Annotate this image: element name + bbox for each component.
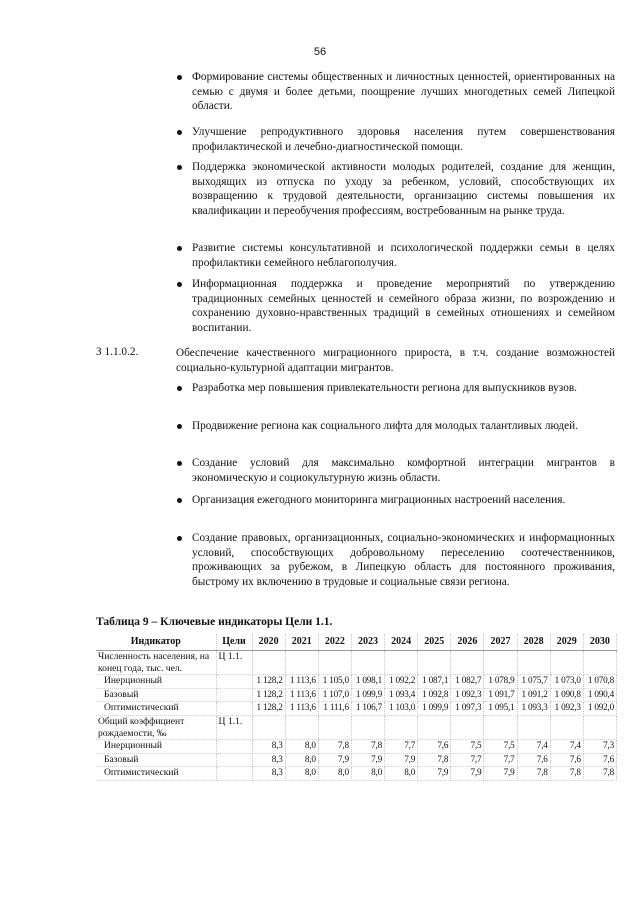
- bullet-item: [192, 277, 615, 335]
- value-cell: 7,6: [583, 753, 616, 767]
- empty-cell: [451, 715, 484, 739]
- value-cell: 7,5: [484, 740, 517, 754]
- empty-cell: [583, 715, 616, 739]
- bullet-item: [192, 493, 615, 508]
- value-cell: 7,9: [351, 753, 384, 767]
- scenario-label: Инерционный: [96, 675, 216, 689]
- value-cell: 1 087,1: [418, 675, 451, 689]
- table-row: [96, 702, 617, 716]
- bullet-item: [192, 419, 615, 434]
- bullet-icon: [177, 165, 182, 170]
- header-year: 2027: [484, 634, 517, 651]
- value-cell: 8,0: [318, 767, 351, 781]
- section-code: З 1.1.0.2.: [96, 346, 139, 358]
- empty-cell: [385, 715, 418, 739]
- empty-cell: [351, 651, 384, 675]
- bullet-text: Улучшение репродуктивного здоровья населения путем совершенствования профилактической и лечебно-диагностической помощи.: [192, 126, 615, 153]
- value-cell: 1 105,0: [318, 675, 351, 689]
- bullet-icon: [177, 424, 182, 429]
- empty-cell: [216, 675, 252, 689]
- empty-cell: [484, 651, 517, 675]
- value-cell: 1 095,1: [484, 702, 517, 716]
- value-cell: 1 092,0: [583, 702, 616, 716]
- value-cell: 1 128,2: [252, 688, 285, 702]
- table-header-row: [96, 634, 617, 651]
- bullet-text: Формирование системы общественных и личностных ценностей, ориентированных на семью с двумя и более детьми, поощрение лучших многодетных семей Липецкой области.: [192, 71, 615, 113]
- header-year: 2030: [583, 634, 616, 651]
- value-cell: 1 075,7: [517, 675, 550, 689]
- value-cell: 1 106,7: [351, 702, 384, 716]
- bullet-icon: [177, 461, 182, 466]
- bullet-text: Продвижение региона как социального лифта для молодых талантливых людей.: [192, 420, 579, 432]
- empty-cell: [216, 688, 252, 702]
- empty-cell: [252, 715, 285, 739]
- table-row: [96, 767, 617, 781]
- value-cell: 1 090,4: [583, 688, 616, 702]
- value-cell: 7,9: [318, 753, 351, 767]
- empty-cell: [451, 651, 484, 675]
- empty-cell: [517, 715, 550, 739]
- value-cell: 8,3: [252, 740, 285, 754]
- value-cell: 8,0: [285, 740, 318, 754]
- bullet-icon: [177, 386, 182, 391]
- value-cell: 7,5: [451, 740, 484, 754]
- empty-cell: [550, 715, 583, 739]
- empty-cell: [216, 702, 252, 716]
- value-cell: 1 128,2: [252, 702, 285, 716]
- value-cell: 7,7: [385, 740, 418, 754]
- header-year: 2028: [517, 634, 550, 651]
- value-cell: 7,4: [517, 740, 550, 754]
- header-year: 2023: [351, 634, 384, 651]
- header-year: 2022: [318, 634, 351, 651]
- value-cell: 7,9: [484, 767, 517, 781]
- bullet-item: [192, 160, 615, 218]
- value-cell: 8,3: [252, 753, 285, 767]
- value-cell: 1 093,4: [385, 688, 418, 702]
- value-cell: 8,0: [351, 767, 384, 781]
- value-cell: 1 097,3: [451, 702, 484, 716]
- value-cell: 7,8: [318, 740, 351, 754]
- scenario-label: Оптимистический: [96, 702, 216, 716]
- value-cell: 1 111,6: [318, 702, 351, 716]
- indicator-name: Общий коэффициент рождаемости, ‰: [96, 715, 216, 739]
- value-cell: 1 091,2: [517, 688, 550, 702]
- value-cell: 8,0: [285, 767, 318, 781]
- table-row: [96, 675, 617, 689]
- empty-cell: [550, 651, 583, 675]
- empty-cell: [583, 651, 616, 675]
- bullet-item: [192, 381, 615, 396]
- value-cell: 7,8: [583, 767, 616, 781]
- bullet-text: Создание условий для максимально комфортной интеграции мигрантов в экономическую и социокультурную жизнь области.: [192, 457, 615, 484]
- bullet-text: Развитие системы консультативной и психологической поддержки семьи в целях профилактики семейного неблагополучия.: [192, 242, 615, 269]
- header-year: 2026: [451, 634, 484, 651]
- table-title: Таблица 9 – Ключевые индикаторы Цели 1.1.: [96, 616, 333, 628]
- value-cell: 7,9: [418, 767, 451, 781]
- value-cell: 8,0: [385, 767, 418, 781]
- value-cell: 1 113,6: [285, 688, 318, 702]
- bullet-text: Поддержка экономической активности молодых родителей, создание для женщин, выходящих из отпуска по уходу за ребенком, условий, способствующих их возвращению к трудовой деятельности, организацию системы повышения их квалификации и переобучения профессиям, востребованным на рынке труда.: [192, 161, 615, 217]
- value-cell: 1 128,2: [252, 675, 285, 689]
- value-cell: 7,3: [583, 740, 616, 754]
- header-indicator: Индикатор: [96, 634, 216, 651]
- header-year: 2024: [385, 634, 418, 651]
- value-cell: 1 090,8: [550, 688, 583, 702]
- value-cell: 7,8: [418, 753, 451, 767]
- header-year: 2029: [550, 634, 583, 651]
- empty-cell: [216, 740, 252, 754]
- indicator-goal: Ц 1.1.: [216, 651, 252, 675]
- value-cell: 1 099,9: [418, 702, 451, 716]
- indicator-group-row: [96, 715, 617, 739]
- empty-cell: [285, 715, 318, 739]
- section-text: Обеспечение качественного миграционного прироста, в т.ч. создание возможностей социально-культурной адаптации мигрантов.: [176, 347, 615, 374]
- bullet-item: [192, 241, 615, 270]
- value-cell: 7,7: [451, 753, 484, 767]
- indicator-group-row: [96, 651, 617, 675]
- scenario-label: Базовый: [96, 753, 216, 767]
- bullet-icon: [177, 282, 182, 287]
- bullet-text: Создание правовых, организационных, социально-экономических и информационных условий, способствующих добровольному переселению соотечественников, проживающих за рубежом, в Липецкую область для постоянного проживания, быстрому их включению в трудовые и социальные связи региона.: [192, 532, 615, 588]
- empty-cell: [318, 715, 351, 739]
- value-cell: 1 113,6: [285, 675, 318, 689]
- bullet-item: [192, 531, 615, 589]
- value-cell: 1 091,7: [484, 688, 517, 702]
- value-cell: 1 092,2: [385, 675, 418, 689]
- bullet-item: [192, 70, 615, 114]
- value-cell: 1 107,0: [318, 688, 351, 702]
- scenario-label: Инерционный: [96, 740, 216, 754]
- value-cell: 1 073,0: [550, 675, 583, 689]
- value-cell: 1 092,8: [418, 688, 451, 702]
- bullet-text: Организация ежегодного мониторинга миграционных настроений населения.: [192, 494, 566, 506]
- empty-cell: [484, 715, 517, 739]
- bullet-icon: [177, 536, 182, 541]
- value-cell: 1 093,3: [517, 702, 550, 716]
- value-cell: 7,6: [517, 753, 550, 767]
- table-row: [96, 753, 617, 767]
- value-cell: 8,0: [285, 753, 318, 767]
- value-cell: 7,6: [418, 740, 451, 754]
- value-cell: 7,8: [550, 767, 583, 781]
- value-cell: 1 082,7: [451, 675, 484, 689]
- table-row: [96, 688, 617, 702]
- bullet-icon: [177, 498, 182, 503]
- scenario-label: Базовый: [96, 688, 216, 702]
- bullet-icon: [177, 75, 182, 80]
- scenario-label: Оптимистический: [96, 767, 216, 781]
- value-cell: 1 092,3: [550, 702, 583, 716]
- indicator-goal: Ц 1.1.: [216, 715, 252, 739]
- value-cell: 7,8: [351, 740, 384, 754]
- value-cell: 7,4: [550, 740, 583, 754]
- value-cell: 7,9: [451, 767, 484, 781]
- header-year: 2025: [418, 634, 451, 651]
- value-cell: 1 092,3: [451, 688, 484, 702]
- empty-cell: [517, 651, 550, 675]
- empty-cell: [216, 753, 252, 767]
- empty-cell: [385, 651, 418, 675]
- empty-cell: [418, 715, 451, 739]
- bullet-text: Информационная поддержка и проведение мероприятий по утверждению традиционных семейных ценностей и семейного образа жизни, по возрождению и сохранению духовно-нравственных традиций в семейных отношениях и семейном воспитании.: [192, 278, 615, 334]
- value-cell: 1 099,9: [351, 688, 384, 702]
- bullet-icon: [177, 246, 182, 251]
- value-cell: 7,8: [517, 767, 550, 781]
- value-cell: 7,9: [385, 753, 418, 767]
- bullet-item: [192, 456, 615, 485]
- indicator-name: Численность населения, на конец года, тыс. чел.: [96, 651, 216, 675]
- indicators-table: [96, 634, 617, 781]
- header-goal: Цели: [216, 634, 252, 651]
- value-cell: 1 078,9: [484, 675, 517, 689]
- value-cell: 1 098,1: [351, 675, 384, 689]
- empty-cell: [418, 651, 451, 675]
- value-cell: 7,7: [484, 753, 517, 767]
- header-year: 2020: [252, 634, 285, 651]
- bullet-item: [192, 125, 615, 154]
- empty-cell: [285, 651, 318, 675]
- empty-cell: [318, 651, 351, 675]
- empty-cell: [252, 651, 285, 675]
- page-number: 56: [313, 46, 327, 58]
- empty-cell: [216, 767, 252, 781]
- value-cell: 8,3: [252, 767, 285, 781]
- bullet-icon: [177, 130, 182, 135]
- table-row: [96, 740, 617, 754]
- bullet-text: Разработка мер повышения привлекательности региона для выпускников вузов.: [192, 382, 578, 394]
- empty-cell: [351, 715, 384, 739]
- value-cell: 1 070,8: [583, 675, 616, 689]
- value-cell: 1 103,0: [385, 702, 418, 716]
- value-cell: 1 113,6: [285, 702, 318, 716]
- value-cell: 7,6: [550, 753, 583, 767]
- header-year: 2021: [285, 634, 318, 651]
